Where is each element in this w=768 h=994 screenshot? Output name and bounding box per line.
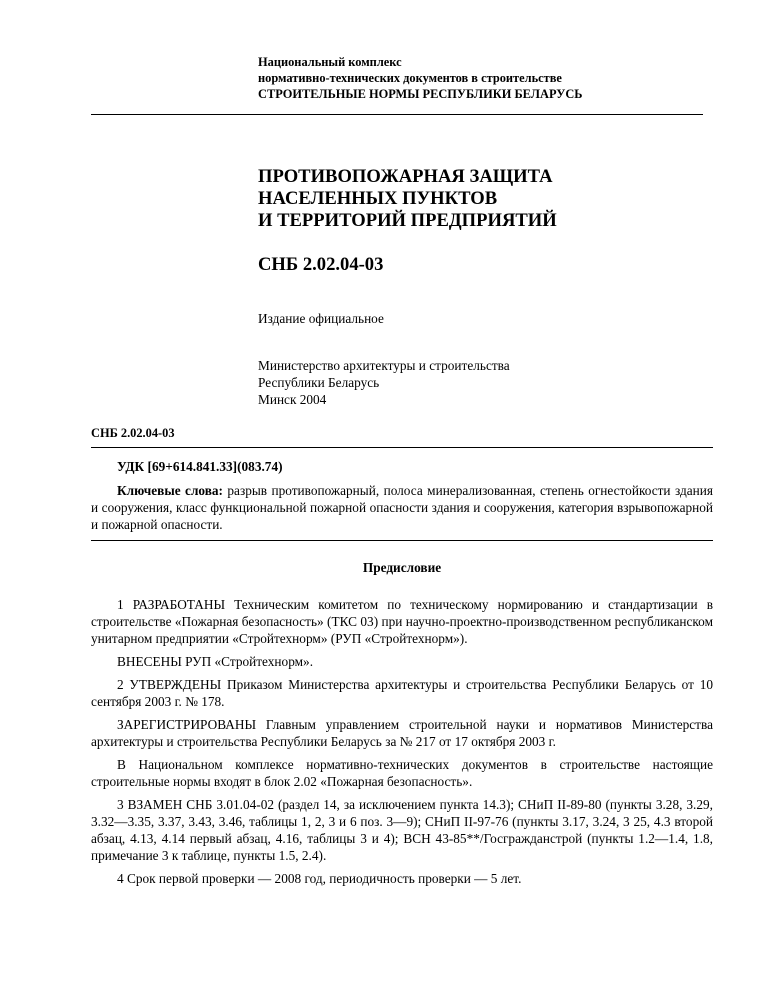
udk-top-divider [91, 447, 713, 448]
title-line-3: И ТЕРРИТОРИЙ ПРЕДПРИЯТИЙ [258, 210, 557, 231]
publisher-line-3: Минск 2004 [258, 392, 327, 407]
document-code: СНБ 2.02.04-03 [258, 254, 384, 275]
title-line-2: НАСЕЛЕННЫХ ПУНКТОВ [258, 188, 498, 209]
document-title [258, 166, 557, 232]
paragraph: 2 УТВЕРЖДЕНЫ Приказом Министерства архитектуры и строительства Республики Беларусь от 10 сентября 2003 г. № 178. [91, 677, 713, 709]
publisher-line-2: Республики Беларусь [258, 375, 380, 390]
publisher-line-1: Министерство архитектуры и строительства [258, 358, 510, 373]
header-divider [91, 114, 703, 115]
keywords-block [91, 482, 713, 533]
preface-heading: Предисловие [362, 560, 442, 575]
paragraph: 3 ВЗАМЕН СНБ 3.01.04-02 (раздел 14, за исключением пункта 14.3); СНиП II-89-80 (пункты 3.28, 3.29, 3.32—3.35, 3.37, 3.43, 3.46, таблицы 1, 2, 3 и 6 поз. 3—9); СНиП II-97-76 (пункты 3.17, 3.24, 3 25, 4.3 второй абзац, 4.13, 4.14 первый абзац, 4.16, таблицы 3 и 4); ВСН 43-85**/Госгражданстрой (пункты 1.2—1.4, 1.8, примечание 3 к таблице, пункты 1.5, 2.4). [91, 797, 713, 863]
udk-bottom-divider [91, 540, 713, 541]
paragraph: 4 Срок первой проверки — 2008 год, периодичность проверки — 5 лет. [117, 871, 522, 886]
running-code: СНБ 2.02.04-03 [91, 426, 175, 440]
publisher-block [258, 357, 510, 408]
paragraph: 1 РАЗРАБОТАНЫ Техническим комитетом по техническому нормированию и стандартизации в строительстве «Пожарная безопасность» (ТКС 03) при научно-проектно-производственном республиканском унитарном предприятии «Стройтехнорм» (РУП «Стройтехнорм»). [91, 597, 713, 646]
preface-body [91, 596, 713, 893]
header-line-3: СТРОИТЕЛЬНЫЕ НОРМЫ РЕСПУБЛИКИ БЕЛАРУСЬ [258, 87, 583, 101]
keywords-text: разрыв противопожарный, полоса минерализованная, степень огнестойкости здания и сооружения, класс функциональной пожарной опасности здания и сооружения, категория взрывопожарной и пожарной опасности. [91, 483, 713, 532]
header-line-2: нормативно-технических документов в строительстве [258, 71, 562, 85]
paragraph: ЗАРЕГИСТРИРОВАНЫ Главным управлением строительной науки и нормативов Министерства архитектуры и строительства Республики Беларусь за № 217 от 17 октября 2003 г. [91, 717, 713, 749]
header-line-1: Национальный комплекс [258, 55, 402, 69]
paragraph: В Национальном комплексе нормативно-технических документов в строительстве настоящие строительные нормы входят в блок 2.02 «Пожарная безопасность». [91, 757, 713, 789]
title-line-1: ПРОТИВОПОЖАРНАЯ ЗАЩИТА [258, 166, 553, 187]
udk-index: УДК [69+614.841.33](083.74) [117, 459, 283, 474]
edition-note: Издание официальное [258, 311, 384, 326]
keywords-label: Ключевые слова: [117, 483, 223, 498]
paragraph: ВНЕСЕНЫ РУП «Стройтехнорм». [117, 654, 314, 669]
complex-header [258, 54, 582, 102]
